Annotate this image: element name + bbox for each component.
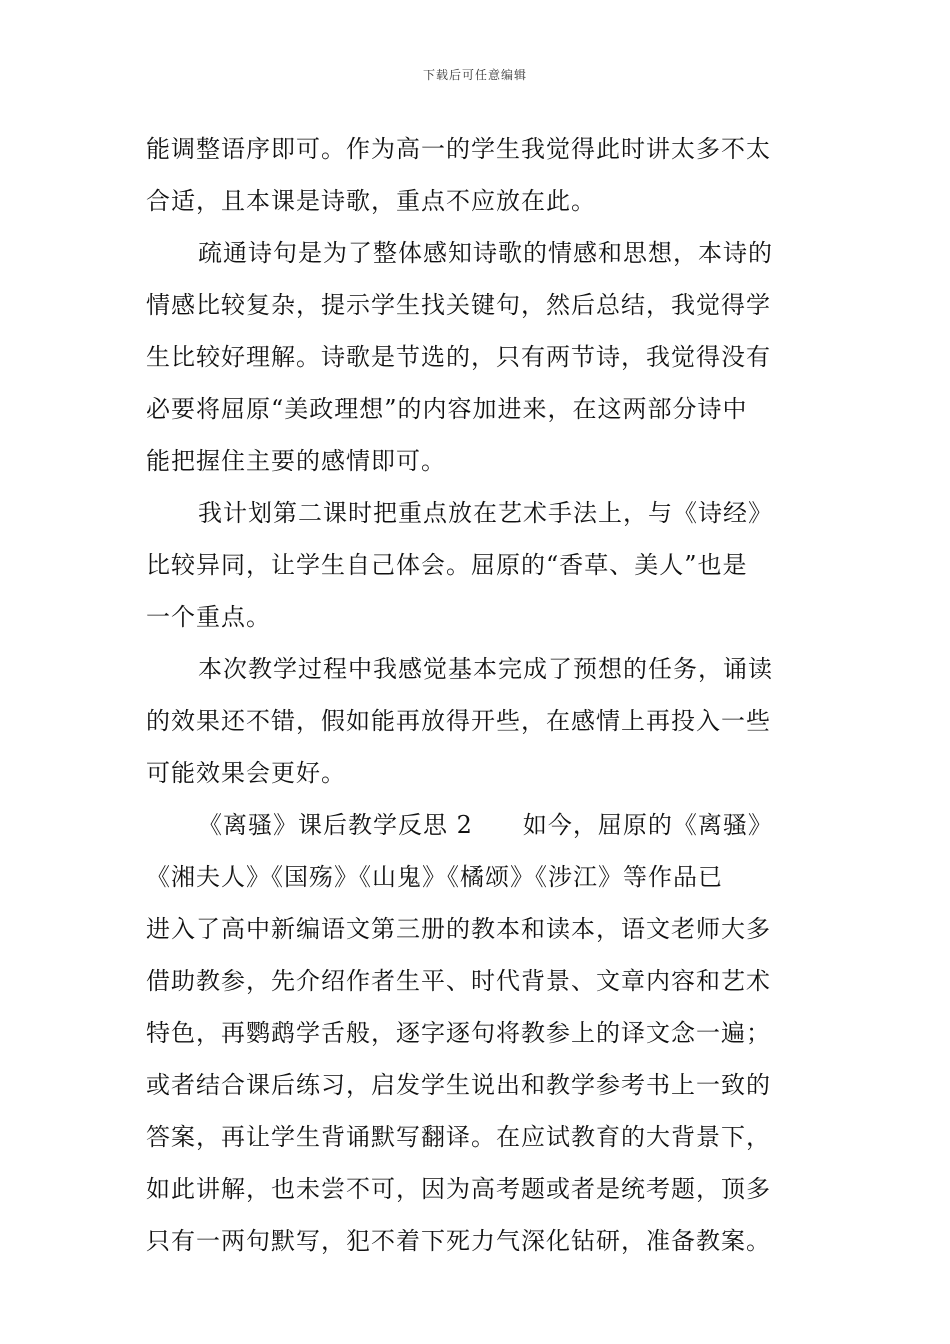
text-line: 《湘夫人》《国殇》《山鬼》《橘颂》《涉江》等作品已 [146,863,723,891]
page-header: 下载后可任意编辑 [422,68,527,82]
text-line: 如此讲解，也未尝不可，因为高考题或者是统考题，顶多 [146,1175,771,1203]
paragraph-start-line: 《离骚》课后教学反思 2 如今，屈原的《离骚》 [198,811,773,839]
paragraph-start-line: 我计划第二课时把重点放在艺术手法上，与《诗经》 [198,499,773,527]
text-line: 情感比较复杂，提示学生找关键句，然后总结，我觉得学 [146,291,771,319]
text-line: 一个重点。 [146,603,271,631]
text-line: 的效果还不错，假如能再放得开些，在感情上再投入一些 [146,707,771,735]
text-line: 比较异同，让学生自己体会。屈原的“香草、美人”也是 [146,551,748,579]
text-line: 进入了高中新编语文第三册的教本和读本，语文老师大多 [146,915,771,943]
paragraph-start-line: 疏通诗句是为了整体感知诗歌的情感和思想，本诗的 [198,239,773,267]
paragraph-start-line: 本次教学过程中我感觉基本完成了预想的任务，诵读 [198,655,773,683]
document-body [146,123,808,1267]
text-line: 必要将屈原“美政理想”的内容加进来，在这两部分诗中 [146,395,748,423]
text-line: 答案，再让学生背诵默写翻译。在应试教育的大背景下， [146,1123,771,1151]
text-line: 只有一两句默写，犯不着下死力气深化钻研，准备教案。 [146,1227,771,1255]
text-line: 借助教参，先介绍作者生平、时代背景、文章内容和艺术 [146,967,771,995]
text-line: 特色，再鹦鹉学舌般，逐字逐句将教参上的译文念一遍； [146,1019,771,1047]
text-line: 能调整语序即可。作为高一的学生我觉得此时讲太多不太 [146,135,771,163]
text-line: 能把握住主要的感情即可。 [146,447,446,475]
text-line: 或者结合课后练习，启发学生说出和教学参考书上一致的 [146,1071,771,1099]
text-line: 可能效果会更好。 [146,759,346,787]
text-line: 合适，且本课是诗歌，重点不应放在此。 [146,187,596,215]
text-line: 生比较好理解。诗歌是节选的，只有两节诗，我觉得没有 [146,343,771,371]
